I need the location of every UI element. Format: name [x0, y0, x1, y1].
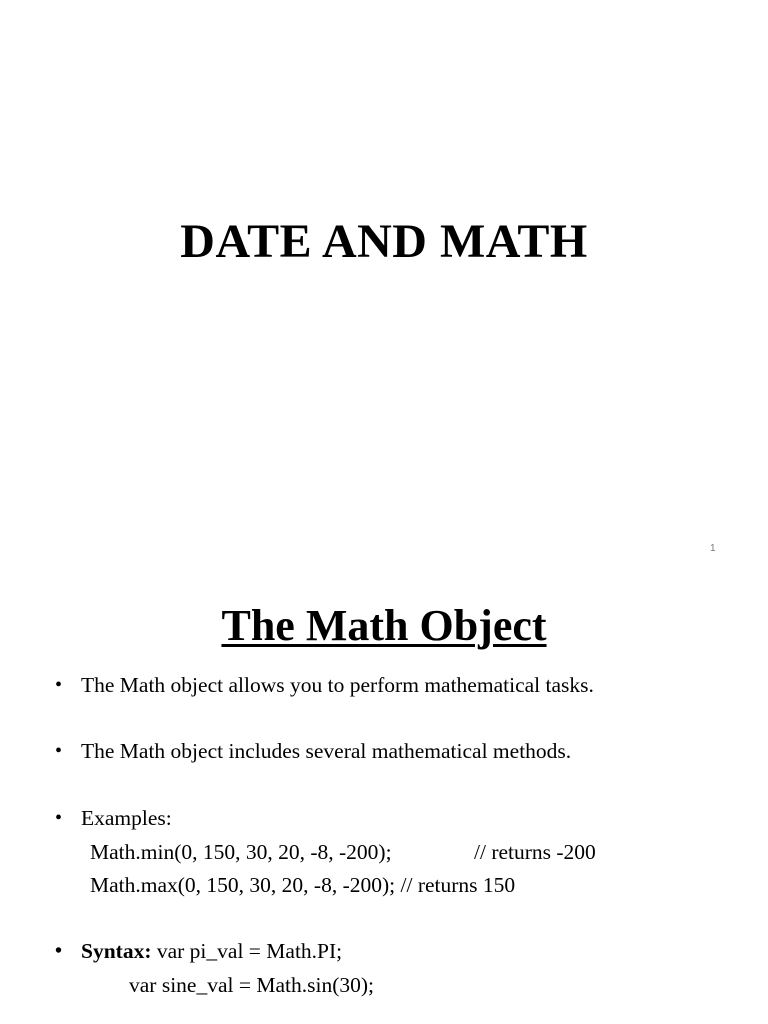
- bullet-icon: •: [55, 807, 63, 829]
- page-number: 1: [710, 543, 716, 554]
- example-comment-min: // returns -200: [474, 840, 596, 864]
- bullet-text: The Math object allows you to perform mathematical tasks.: [81, 673, 594, 697]
- bullet-icon: •: [55, 674, 63, 696]
- bullet-icon: •: [55, 940, 63, 962]
- syntax-label: Syntax:: [81, 939, 152, 963]
- example-code-max: Math.max(0, 150, 30, 20, -8, -200); // returns 150: [90, 873, 516, 897]
- example-code-min: Math.min(0, 150, 30, 20, -8, -200);: [90, 840, 392, 864]
- syntax-code-line2: var sine_val = Math.sin(30);: [129, 973, 374, 997]
- slide-title: DATE AND MATH: [180, 215, 588, 268]
- slide-2: [0, 576, 768, 1024]
- slide-title: The Math Object: [221, 601, 547, 650]
- bullet-text: The Math object includes several mathematical methods.: [81, 739, 572, 763]
- bullet-icon: •: [55, 740, 63, 762]
- bullet-text: Examples:: [81, 806, 172, 830]
- syntax-line: [81, 934, 342, 968]
- syntax-code-line1: var pi_val = Math.PI;: [151, 939, 343, 963]
